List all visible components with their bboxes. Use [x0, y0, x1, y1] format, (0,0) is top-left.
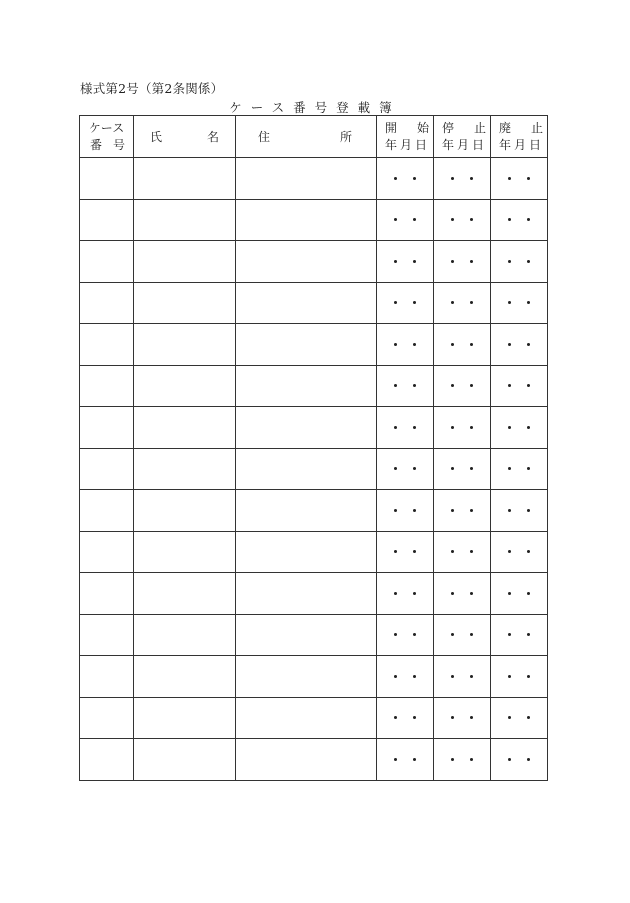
date-separator-dots	[491, 550, 547, 553]
case-number-cell[interactable]	[80, 448, 134, 490]
date-separator-dots	[377, 467, 433, 470]
date-separator-dot	[413, 260, 416, 263]
date-separator-dot	[508, 426, 511, 429]
table-row	[80, 614, 548, 656]
stop-date-cell[interactable]	[434, 697, 491, 739]
date-separator-dots	[377, 177, 433, 180]
date-separator-dot	[451, 675, 454, 678]
name-header-char-2: 名	[206, 130, 219, 144]
address-cell[interactable]	[236, 448, 377, 490]
case-number-cell[interactable]	[80, 573, 134, 615]
date-separator-dots	[377, 343, 433, 346]
abolish-date-header	[491, 116, 548, 158]
date-separator-dot	[527, 675, 530, 678]
date-separator-dot	[394, 218, 397, 221]
date-separator-dot	[527, 426, 530, 429]
date-separator-dots	[377, 218, 433, 221]
date-separator-dot	[508, 716, 511, 719]
date-separator-dot	[413, 550, 416, 553]
address-header-char-2: 所	[339, 130, 352, 144]
date-separator-dot	[470, 467, 473, 470]
start-date-cell[interactable]	[377, 531, 434, 573]
abolish-date-cell[interactable]	[491, 158, 548, 200]
abolish-date-cell[interactable]	[491, 614, 548, 656]
name-cell[interactable]	[134, 241, 236, 283]
date-separator-dot	[394, 716, 397, 719]
abolish-date-cell[interactable]	[491, 656, 548, 698]
date-separator-dot	[451, 467, 454, 470]
date-separator-dot	[527, 758, 530, 761]
table-row	[80, 282, 548, 324]
date-separator-dot	[451, 301, 454, 304]
date-separator-dot	[527, 301, 530, 304]
header-row	[80, 116, 548, 158]
date-separator-dot	[527, 633, 530, 636]
date-separator-dot	[394, 675, 397, 678]
address-cell[interactable]	[236, 407, 377, 449]
name-cell[interactable]	[134, 324, 236, 366]
document-title: ケース番号登載簿	[229, 100, 401, 115]
date-separator-dot	[470, 218, 473, 221]
start-date-cell[interactable]	[377, 490, 434, 532]
date-separator-dot	[451, 550, 454, 553]
date-separator-dot	[394, 467, 397, 470]
address-cell[interactable]	[236, 324, 377, 366]
date-separator-dots	[491, 675, 547, 678]
date-separator-dot	[394, 426, 397, 429]
date-separator-dot	[527, 218, 530, 221]
case-number-cell[interactable]	[80, 614, 134, 656]
stop-date-cell[interactable]	[434, 282, 491, 324]
register-table	[79, 115, 548, 781]
date-separator-dots	[434, 675, 490, 678]
date-separator-dot	[451, 177, 454, 180]
table-row	[80, 573, 548, 615]
abolish-date-cell[interactable]	[491, 739, 548, 781]
case-number-cell[interactable]	[80, 531, 134, 573]
stop-date-cell[interactable]	[434, 739, 491, 781]
stop-date-cell[interactable]	[434, 614, 491, 656]
name-header	[134, 116, 236, 158]
stop-header-char-2: 止	[473, 120, 486, 135]
date-separator-dot	[451, 218, 454, 221]
date-separator-dot	[413, 467, 416, 470]
date-separator-dot	[508, 633, 511, 636]
address-cell[interactable]	[236, 158, 377, 200]
start-date-cell[interactable]	[377, 407, 434, 449]
address-cell[interactable]	[236, 241, 377, 283]
date-separator-dots	[377, 260, 433, 263]
date-separator-dot	[394, 260, 397, 263]
date-separator-dots	[434, 758, 490, 761]
register-body	[80, 158, 548, 781]
abolish-date-cell[interactable]	[491, 407, 548, 449]
case-number-cell[interactable]	[80, 407, 134, 449]
address-cell[interactable]	[236, 739, 377, 781]
date-separator-dot	[527, 177, 530, 180]
date-separator-dots	[434, 592, 490, 595]
date-separator-dots	[434, 509, 490, 512]
address-cell[interactable]	[236, 531, 377, 573]
name-cell[interactable]	[134, 282, 236, 324]
month-label: 月	[399, 137, 412, 152]
date-separator-dots	[377, 550, 433, 553]
date-separator-dot	[394, 633, 397, 636]
date-separator-dot	[394, 177, 397, 180]
stop-header-char-1: 停	[442, 120, 455, 135]
name-cell[interactable]	[134, 490, 236, 532]
stop-date-cell[interactable]	[434, 490, 491, 532]
date-separator-dot	[413, 301, 416, 304]
date-separator-dot	[413, 509, 416, 512]
date-separator-dots	[434, 301, 490, 304]
date-separator-dot	[394, 758, 397, 761]
name-cell[interactable]	[134, 531, 236, 573]
start-date-cell[interactable]	[377, 739, 434, 781]
date-separator-dot	[451, 592, 454, 595]
start-date-cell[interactable]	[377, 324, 434, 366]
case-number-cell[interactable]	[80, 739, 134, 781]
abolish-date-cell[interactable]	[491, 324, 548, 366]
date-separator-dot	[527, 716, 530, 719]
date-separator-dots	[491, 177, 547, 180]
date-separator-dot	[508, 301, 511, 304]
day-label: 日	[471, 137, 484, 152]
table-row	[80, 697, 548, 739]
month-label: 月	[456, 137, 469, 152]
table-row	[80, 656, 548, 698]
name-cell[interactable]	[134, 697, 236, 739]
date-separator-dot	[451, 716, 454, 719]
date-separator-dot	[508, 343, 511, 346]
case-number-cell[interactable]	[80, 199, 134, 241]
date-separator-dot	[451, 384, 454, 387]
table-row	[80, 365, 548, 407]
table-row	[80, 407, 548, 449]
date-separator-dot	[470, 343, 473, 346]
start-date-cell[interactable]	[377, 697, 434, 739]
date-separator-dot	[470, 426, 473, 429]
date-separator-dot	[527, 592, 530, 595]
date-separator-dots	[491, 467, 547, 470]
date-separator-dot	[470, 509, 473, 512]
address-cell[interactable]	[236, 656, 377, 698]
name-cell[interactable]	[134, 407, 236, 449]
stop-date-cell[interactable]	[434, 158, 491, 200]
date-separator-dot	[451, 633, 454, 636]
start-date-cell[interactable]	[377, 573, 434, 615]
form-label: 様式第2号（第2条関係）	[80, 81, 224, 96]
case-number-cell[interactable]	[80, 324, 134, 366]
date-separator-dot	[470, 758, 473, 761]
case-number-cell[interactable]	[80, 697, 134, 739]
start-date-cell[interactable]	[377, 656, 434, 698]
date-separator-dot	[470, 633, 473, 636]
table-row	[80, 531, 548, 573]
date-separator-dot	[451, 426, 454, 429]
stop-date-cell[interactable]	[434, 324, 491, 366]
start-date-cell[interactable]	[377, 365, 434, 407]
date-separator-dot	[413, 218, 416, 221]
date-separator-dots	[377, 301, 433, 304]
case-number-cell[interactable]	[80, 158, 134, 200]
date-separator-dot	[451, 758, 454, 761]
date-separator-dots	[434, 260, 490, 263]
stop-ymd-label	[442, 137, 486, 154]
date-separator-dots	[491, 343, 547, 346]
date-separator-dot	[470, 675, 473, 678]
table-row	[80, 158, 548, 200]
name-cell[interactable]	[134, 199, 236, 241]
abolish-date-cell[interactable]	[491, 448, 548, 490]
date-separator-dot	[508, 509, 511, 512]
date-separator-dots	[491, 509, 547, 512]
table-row	[80, 490, 548, 532]
date-separator-dot	[508, 467, 511, 470]
table-row	[80, 199, 548, 241]
date-separator-dots	[491, 716, 547, 719]
date-separator-dot	[508, 758, 511, 761]
date-separator-dot	[394, 384, 397, 387]
abolish-date-cell[interactable]	[491, 241, 548, 283]
date-separator-dots	[491, 384, 547, 387]
name-cell[interactable]	[134, 573, 236, 615]
date-separator-dot	[413, 592, 416, 595]
address-cell[interactable]	[236, 614, 377, 656]
address-cell[interactable]	[236, 199, 377, 241]
name-cell[interactable]	[134, 365, 236, 407]
date-separator-dot	[508, 218, 511, 221]
date-separator-dot	[413, 716, 416, 719]
date-separator-dots	[434, 467, 490, 470]
abolish-ymd-label	[499, 137, 543, 154]
case-number-header	[80, 116, 134, 158]
date-separator-dots	[434, 550, 490, 553]
stop-date-cell[interactable]	[434, 241, 491, 283]
date-separator-dot	[470, 301, 473, 304]
year-label: 年	[442, 137, 455, 152]
date-separator-dots	[491, 426, 547, 429]
date-separator-dot	[413, 758, 416, 761]
year-label: 年	[385, 137, 398, 152]
date-separator-dots	[434, 343, 490, 346]
stop-date-cell[interactable]	[434, 407, 491, 449]
month-label: 月	[513, 137, 526, 152]
year-label: 年	[499, 137, 512, 152]
date-separator-dot	[508, 260, 511, 263]
address-cell[interactable]	[236, 282, 377, 324]
date-separator-dot	[470, 550, 473, 553]
case-number-cell[interactable]	[80, 656, 134, 698]
case-number-char-2: 号	[112, 137, 125, 152]
date-separator-dots	[377, 675, 433, 678]
name-cell[interactable]	[134, 158, 236, 200]
date-separator-dots	[377, 384, 433, 387]
date-separator-dots	[434, 633, 490, 636]
date-separator-dots	[377, 509, 433, 512]
date-separator-dot	[527, 467, 530, 470]
date-separator-dots	[491, 218, 547, 221]
start-date-cell[interactable]	[377, 158, 434, 200]
date-separator-dot	[527, 509, 530, 512]
case-number-header-line2	[80, 137, 133, 154]
address-cell[interactable]	[236, 365, 377, 407]
date-separator-dot	[394, 301, 397, 304]
date-separator-dots	[491, 301, 547, 304]
case-number-cell[interactable]	[80, 365, 134, 407]
stop-date-cell[interactable]	[434, 448, 491, 490]
abolish-header-char-1: 廃	[499, 120, 512, 135]
date-separator-dot	[508, 675, 511, 678]
name-cell[interactable]	[134, 614, 236, 656]
date-separator-dots	[377, 592, 433, 595]
date-separator-dot	[394, 509, 397, 512]
date-separator-dot	[413, 675, 416, 678]
date-separator-dots	[434, 716, 490, 719]
date-separator-dots	[377, 426, 433, 429]
abolish-date-cell[interactable]	[491, 365, 548, 407]
day-label: 日	[414, 137, 427, 152]
date-separator-dot	[527, 260, 530, 263]
start-date-cell[interactable]	[377, 448, 434, 490]
stop-date-cell[interactable]	[434, 531, 491, 573]
stop-date-cell[interactable]	[434, 365, 491, 407]
name-header-char-1: 氏	[150, 130, 163, 144]
abolish-date-cell[interactable]	[491, 199, 548, 241]
date-separator-dots	[491, 758, 547, 761]
date-separator-dot	[470, 716, 473, 719]
date-separator-dot	[413, 384, 416, 387]
date-separator-dot	[394, 592, 397, 595]
date-separator-dot	[451, 509, 454, 512]
table-row	[80, 739, 548, 781]
start-date-cell[interactable]	[377, 614, 434, 656]
stop-date-cell[interactable]	[434, 573, 491, 615]
date-separator-dot	[527, 550, 530, 553]
abolish-header-char-2: 止	[530, 120, 543, 135]
start-header-char-1: 開	[385, 120, 398, 135]
date-separator-dot	[451, 260, 454, 263]
date-separator-dot	[470, 384, 473, 387]
date-separator-dot	[413, 343, 416, 346]
abolish-date-cell[interactable]	[491, 697, 548, 739]
date-separator-dot	[508, 177, 511, 180]
date-separator-dot	[394, 343, 397, 346]
name-cell[interactable]	[134, 739, 236, 781]
case-number-cell[interactable]	[80, 282, 134, 324]
date-separator-dot	[508, 384, 511, 387]
case-number-header-line1: ケース	[88, 120, 125, 135]
start-header-char-2: 始	[416, 120, 429, 135]
stop-date-header	[434, 116, 491, 158]
date-separator-dot	[470, 177, 473, 180]
case-number-cell[interactable]	[80, 241, 134, 283]
table-row	[80, 324, 548, 366]
date-separator-dot	[413, 426, 416, 429]
case-number-cell[interactable]	[80, 490, 134, 532]
date-separator-dots	[491, 633, 547, 636]
address-cell[interactable]	[236, 490, 377, 532]
date-separator-dots	[434, 426, 490, 429]
date-separator-dot	[508, 592, 511, 595]
date-separator-dots	[491, 260, 547, 263]
abolish-date-cell[interactable]	[491, 490, 548, 532]
stop-date-cell[interactable]	[434, 199, 491, 241]
date-separator-dot	[527, 343, 530, 346]
date-separator-dot	[527, 384, 530, 387]
address-cell[interactable]	[236, 697, 377, 739]
address-cell[interactable]	[236, 573, 377, 615]
date-separator-dots	[377, 758, 433, 761]
date-separator-dot	[413, 633, 416, 636]
start-date-cell[interactable]	[377, 282, 434, 324]
day-label: 日	[528, 137, 541, 152]
start-date-cell[interactable]	[377, 241, 434, 283]
table-row	[80, 448, 548, 490]
name-cell[interactable]	[134, 448, 236, 490]
date-separator-dot	[470, 260, 473, 263]
date-separator-dot	[508, 550, 511, 553]
date-separator-dot	[470, 592, 473, 595]
date-separator-dots	[434, 218, 490, 221]
date-separator-dots	[434, 177, 490, 180]
abolish-date-cell[interactable]	[491, 282, 548, 324]
start-date-header	[377, 116, 434, 158]
date-separator-dots	[377, 633, 433, 636]
address-header	[236, 116, 377, 158]
date-separator-dots	[377, 716, 433, 719]
date-separator-dots	[491, 592, 547, 595]
abolish-date-cell[interactable]	[491, 531, 548, 573]
date-separator-dot	[394, 550, 397, 553]
table-row	[80, 241, 548, 283]
date-separator-dot	[451, 343, 454, 346]
abolish-date-cell[interactable]	[491, 573, 548, 615]
date-separator-dots	[434, 384, 490, 387]
start-date-cell[interactable]	[377, 199, 434, 241]
start-ymd-label	[385, 137, 429, 154]
name-cell[interactable]	[134, 656, 236, 698]
stop-date-cell[interactable]	[434, 656, 491, 698]
address-header-char-1: 住	[258, 130, 271, 144]
case-number-char-1: 番	[90, 137, 103, 152]
date-separator-dot	[413, 177, 416, 180]
